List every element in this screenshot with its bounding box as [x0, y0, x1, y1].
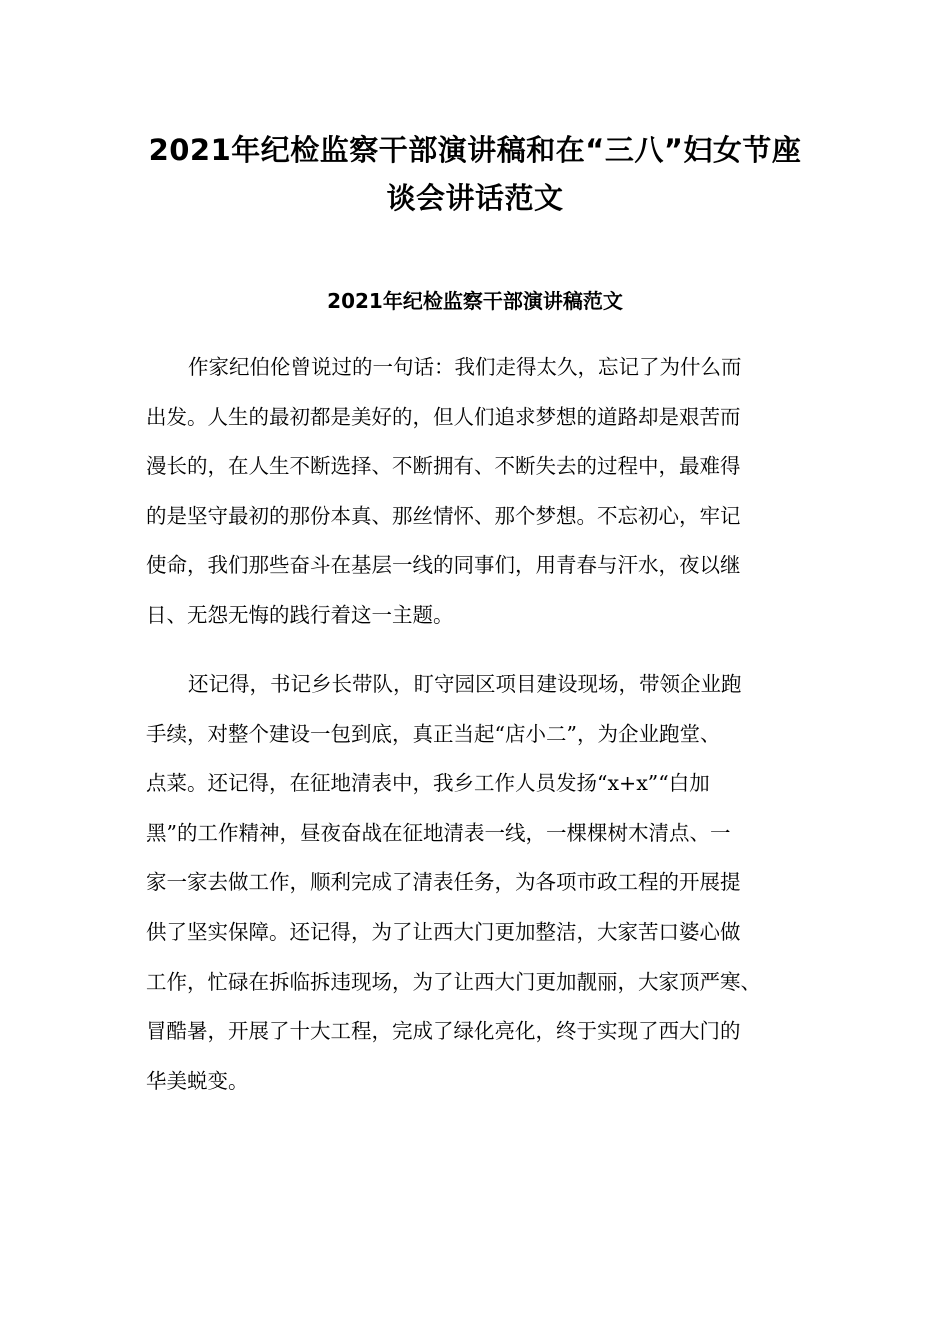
- document-title-line: 谈会讲话范文: [386, 181, 564, 215]
- paragraph-line: 华美蜕变。: [146, 1068, 249, 1093]
- section-title: 2021年纪检监察干部演讲稿范文: [327, 289, 623, 313]
- paragraph-line: 作家纪伯伦曾说过的一句话：我们走得太久，忘记了为什么而: [188, 355, 742, 379]
- paragraph-1: [146, 343, 806, 641]
- paragraph-line: 点菜。还记得，在征地清表中，我乡工作人员发扬“x+x”“白加: [146, 771, 710, 796]
- paragraph-line: 漫长的，在人生不断选择、不断拥有、不断失去的过程中，最难得: [146, 454, 741, 479]
- paragraph-line: 日、无怨无悔的践行着这一主题。: [146, 602, 454, 627]
- document-title: [120, 126, 830, 222]
- paragraph-line: 出发。人生的最初都是美好的，但人们追求梦想的道路却是艰苦而: [146, 404, 741, 429]
- paragraph-line: 冒酷暑，开展了十大工程，完成了绿化亮化，终于实现了西大门的: [146, 1019, 741, 1044]
- paragraph-line: 供了坚实保障。还记得，为了让西大门更加整洁，大家苦口婆心做: [146, 919, 741, 944]
- paragraph-2: [146, 660, 806, 1106]
- paragraph-line: 使命，我们那些奋斗在基层一线的同事们，用青春与汗水，夜以继: [146, 553, 741, 578]
- paragraph-line: 的是坚守最初的那份本真、那丝情怀、那个梦想。不忘初心，牢记: [146, 503, 741, 528]
- document-title-line: 2021年纪检监察干部演讲稿和在“三八”妇女节座: [148, 133, 802, 167]
- paragraph-line: 家一家去做工作，顺利完成了清表任务，为各项市政工程的开展提: [146, 870, 741, 895]
- paragraph-line: 还记得，书记乡长带队，盯守园区项目建设现场，带领企业跑: [188, 672, 742, 696]
- paragraph-line: 工作，忙碌在拆临拆违现场，为了让西大门更加靓丽，大家顶严寒、: [146, 969, 761, 994]
- paragraph-line: 黑”的工作精神，昼夜奋战在征地清表一线，一棵棵树木清点、一: [146, 820, 731, 845]
- paragraph-line: 手续，对整个建设一包到底，真正当起“店小二”，为企业跑堂、: [146, 721, 721, 746]
